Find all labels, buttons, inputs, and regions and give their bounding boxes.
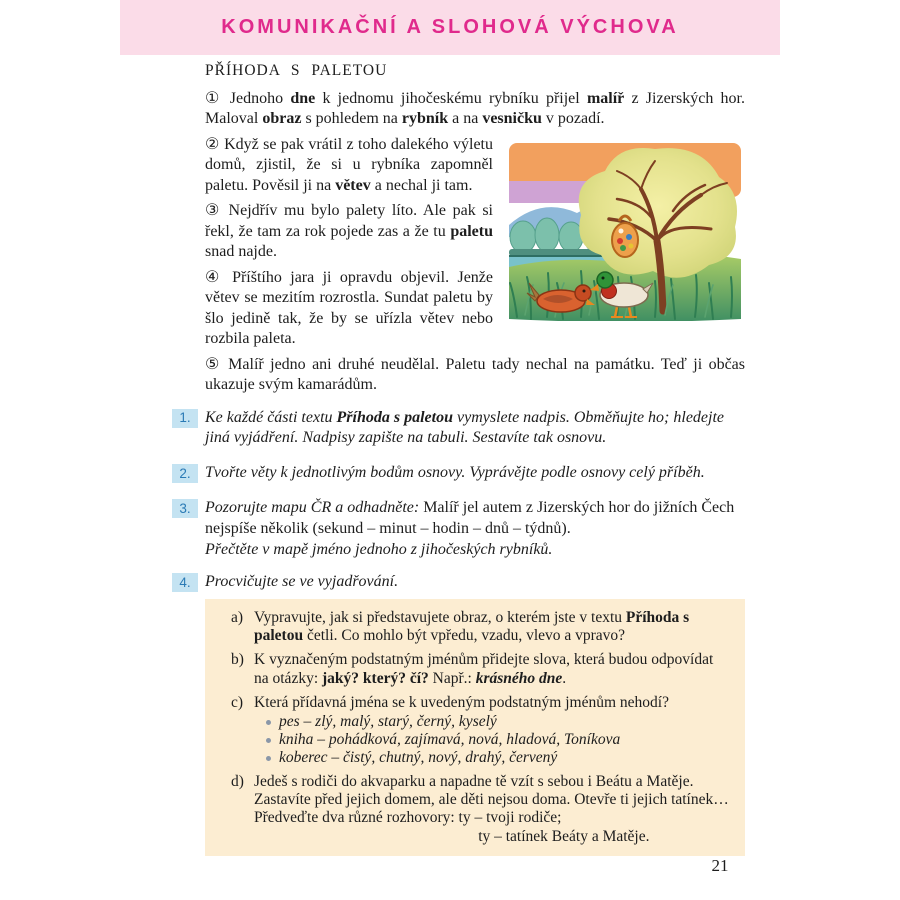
task-box <box>205 599 745 856</box>
task-item-b-label: b) <box>231 651 244 669</box>
task-item-a-label: a) <box>231 609 244 627</box>
task-item-d-label: d) <box>231 773 244 791</box>
exercise-4-number: 4. <box>172 573 198 592</box>
story-paragraph-4: ④ Příštího jara ji opravdu objevil. Jenže větev se mezitím rozrostla. Sundat paletu by šlo jedině tak, že by se uřízla větev nebo rozbila paleta. <box>205 268 493 348</box>
task-item-a-text: Vypravujte, jak si představujete obraz, o kterém jste v textu Příhoda s paletou četli. Co mohlo být vpředu, vzadu, vlevo a vpravo? <box>254 609 690 645</box>
exercise-3 <box>179 498 745 560</box>
pond-illustration-svg <box>505 137 745 321</box>
exercise-2-text: Tvořte věty k jednotlivým bodům osnovy. Vyprávějte podle osnovy celý příběh. <box>205 464 705 482</box>
exercise-3-text: Pozorujte mapu ČR a odhadněte: Malíř jel autem z Jizerských hor do jižních Čech nejspíše několik (sekund – minut – hodin – dnů – týdnů). Přečtěte v mapě jméno jednoho z jihočeských rybníků. <box>205 498 735 558</box>
task-item-c-label: c) <box>231 693 244 711</box>
story-paragraph-3: ③ Nejdřív mu bylo palety líto. Ale pak si řekl, že tam za rok pojede zas a že tu paletu snad najde. <box>205 202 493 261</box>
exercise-1-text: Ke každé části textu Příhoda s paletou vymyslete nadpis. Obměňujte ho; hledejte jiná vyjádření. Nadpisy zapište na tabuli. Sestavíte tak osnovu. <box>205 408 725 447</box>
story-paragraph-2: ② Když se pak vrátil z toho dalekého výletu domů, zjistil, že si u rybníka zapomněl paletu. Pověsil ji na větev a nechal ji tam. <box>205 135 493 194</box>
task-item-d <box>231 773 731 846</box>
chapter-banner <box>120 0 780 55</box>
exercise-1-number: 1. <box>172 409 198 428</box>
exercise-list <box>179 408 745 594</box>
exercise-4-text: Procvičujte se ve vyjadřování. <box>205 573 399 591</box>
task-item-b-text: K vyznačeným podstatným jménům přidejte slova, která budou odpovídat na otázky: jaký? který? čí? Např.: krásného dne. <box>254 651 714 687</box>
page-number: 21 <box>711 856 729 875</box>
story-title: PŘÍHODA S PALETOU <box>205 62 388 79</box>
adjective-list-item: pes – zlý, malý, starý, černý, kyselý <box>266 713 731 731</box>
task-item-c-text: Která přídavná jména se k uvedeným podstatným jménům nehodí? <box>254 693 669 711</box>
page-content <box>179 62 745 856</box>
exercise-3-number: 3. <box>172 499 198 518</box>
adjective-list <box>266 713 731 767</box>
chapter-title: KOMUNIKAČNÍ A SLOHOVÁ VÝCHOVA <box>221 16 679 38</box>
exercise-1 <box>179 408 745 450</box>
exercise-2-number: 2. <box>172 464 198 483</box>
adjective-list-item: kniha – pohádková, zajímavá, nová, hladová, Toníkova <box>266 731 731 749</box>
story-paragraph-5: ⑤ Malíř jedno ani druhé neudělal. Paletu tady nechal na památku. Teď ji občas ukazuje svým kamarádům. <box>205 355 745 394</box>
story-text <box>205 89 745 396</box>
task-item-b <box>231 651 731 687</box>
task-item-d-text: Jedeš s rodiči do akvaparku a napadne tě vzít s sebou i Beátu a Matěje. Zastavíte před jejich domem, ale děti nejsou doma. Otevře ti jejich tatínek… Předveďte dva různé rozhovory: ty – tvoji rodiče; ty – tatínek Beáty a Matěje. <box>254 773 729 845</box>
story-paragraph-1: ① Jednoho dne k jednomu jihočeskému rybníku přijel malíř z Jizerských hor. Maloval obraz s pohledem na rybník a na vesničku v pozadí. <box>205 90 745 128</box>
task-item-a <box>231 609 731 645</box>
exercise-4 <box>179 572 745 593</box>
adjective-list-item: koberec – čistý, chutný, nový, drahý, červený <box>266 749 731 767</box>
pond-illustration <box>505 137 745 321</box>
exercise-2 <box>179 463 745 484</box>
task-item-c <box>231 694 731 768</box>
